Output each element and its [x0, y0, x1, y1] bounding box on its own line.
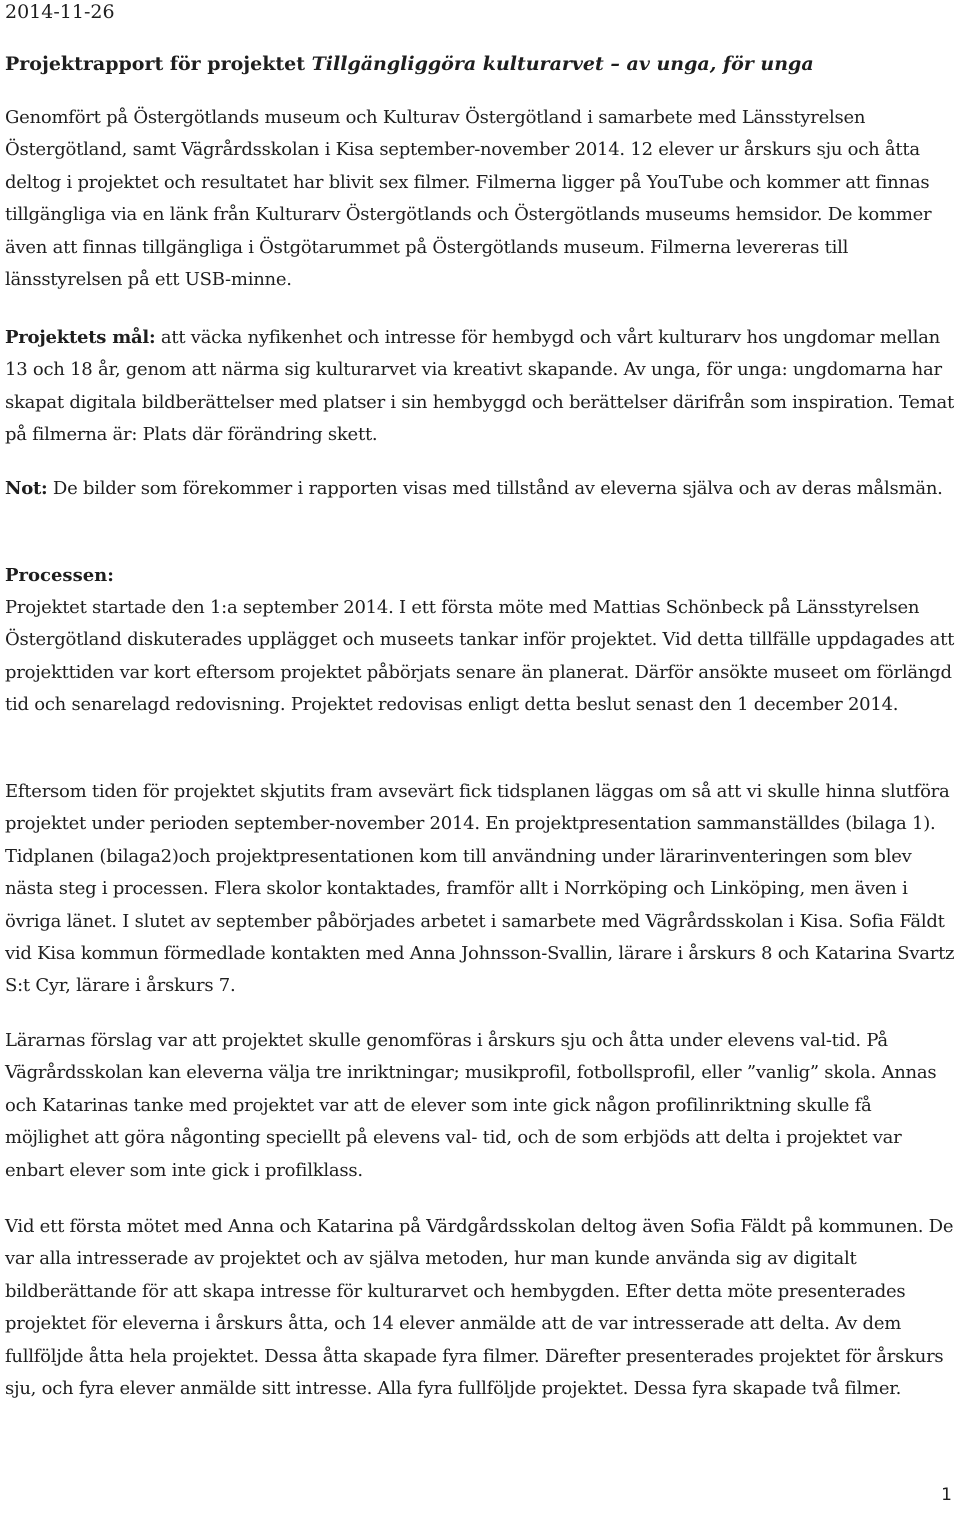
goals-paragraph — [5, 322, 957, 452]
report-title — [5, 51, 814, 77]
title-prefix: Projektrapport för projektet — [5, 53, 312, 75]
note-label: Not: — [5, 478, 48, 499]
process-paragraph-2: Eftersom tiden för projektet skjutits fram avsevärt fick tidsplanen läggas om så att vi skulle hinna slutföra projektet under perioden september-november 2014. En projektpresentation sammanställdes (bilaga 1). Tidplanen (bilaga2)och projektpresentationen kom till användning under lärarinventeringen som blev nästa steg i processen. Flera skolor kontaktades, framför allt i Norrköping och Linköping, men även i övriga länet. I slutet av september påbörjades arbetet i samarbete med Vägrårdsskolan i Kisa. Sofia Fäldt vid Kisa kommun förmedlade kontakten med Anna Johnsson-Svallin, lärare i årskurs 8 och Katarina Svartz S:t Cyr, lärare i årskurs 7. — [5, 781, 955, 997]
process-paragraph-4: Vid ett första mötet med Anna och Katarina på Värdgårdsskolan deltog även Sofia Fäldt på kommunen. De var alla intresserade av projektet och av själva metoden, hur man kunde använda sig av digitalt bildberättande för att skapa intresse för kulturarvet och hembygden. Efter detta möte presenterades projektet för eleverna i årskurs åtta, och 14 elever anmälde att de var intresserade att delta. Av dem fullföljde åtta hela projektet. Dessa åtta skapade fyra filmer. Därefter presenterades projektet för årskurs sju, och fyra elever anmälde sitt intresse. Alla fyra fullföljde projektet. Dessa fyra skapade två filmer. — [5, 1216, 954, 1400]
page-number: 1 — [941, 1485, 952, 1505]
report-date: 2014-11-26 — [5, 1, 115, 23]
title-project-name: Tillgängliggöra kulturarvet – av unga, för unga — [311, 53, 814, 75]
process-heading: Processen: — [5, 565, 114, 586]
goals-label: Projektets mål: — [5, 327, 156, 348]
intro-paragraph: Genomfört på Östergötlands museum och Kulturav Östergötland i samarbete med Länsstyrelsen Östergötland, samt Vägrårdsskolan i Kisa september-november 2014. 12 elever ur årskurs sju och åtta deltog i projektet och resultatet har blivit sex filmer. Filmerna ligger på YouTube och kommer att finnas tillgängliga via en länk från Kulturarv Östergötlands och Östergötlands museums hemsidor. De kommer även att finnas tillgängliga i Östgötarummet på Östergötlands museum. Filmerna levereras till länsstyrelsen på ett USB-minne. — [5, 107, 932, 291]
process-paragraph-1: Projektet startade den 1:a september 2014. I ett första möte med Mattias Schönbeck på Länsstyrelsen Östergötland diskuterades upplägget och museets tankar inför projektet. Vid detta tillfälle uppdagades att projekttiden var kort eftersom projektet påbörjats senare än planerat. Därför ansökte museet om förlängd tid och senarelagd redovisning. Projektet redovisas enligt detta beslut senast den 1 december 2014. — [5, 597, 955, 716]
note-paragraph — [5, 473, 957, 505]
goals-text: att väcka nyfikenhet och intresse för hembygd och vårt kulturarv hos ungdomar mellan 13 och 18 år, genom att närma sig kulturarvet via kreativt skapande. Av unga, för unga: ungdomarna har skapat digitala bildberättelser med platser i sin hembyggd och berättelser därifrån som inspiration. Temat på filmerna är: Plats där förändring skett. — [5, 327, 954, 446]
process-paragraph-3: Lärarnas förslag var att projektet skulle genomföras i årskurs sju och åtta under elevens val-tid. På Vägrårdsskolan kan eleverna välja tre inriktningar; musikprofil, fotbollsprofil, eller ”vanlig” skola. Annas och Katarinas tanke med projektet var att de elever som inte gick någon profilinriktning skulle få möjlighet att göra någonting speciellt på elevens val- tid, och de som erbjöds att delta i projektet var enbart elever som inte gick i profilklass. — [5, 1030, 937, 1181]
note-text: De bilder som förekommer i rapporten visas med tillstånd av eleverna själva och av deras målsmän. — [47, 478, 943, 499]
